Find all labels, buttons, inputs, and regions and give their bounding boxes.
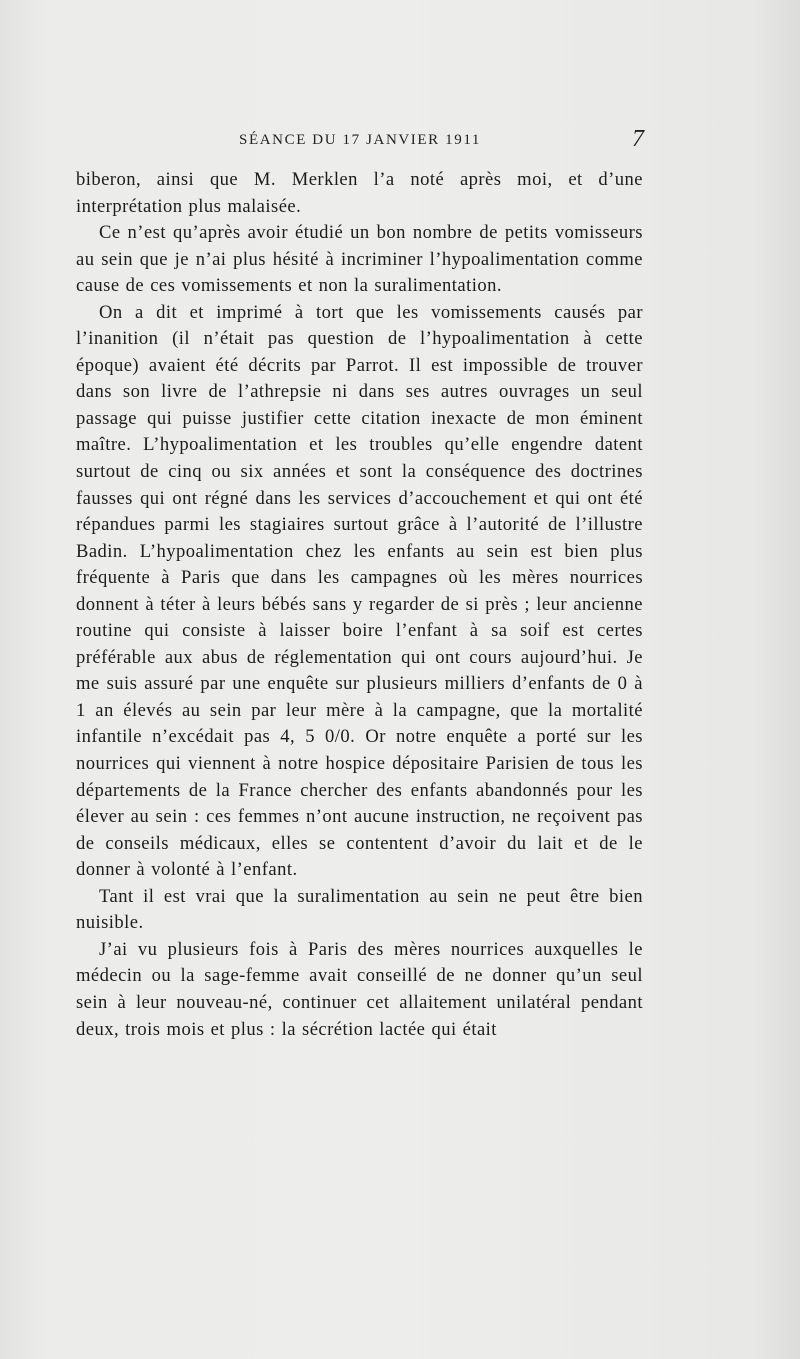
paragraph-petits-vomisseurs: Ce n’est qu’après avoir étudié un bon nombre de petits vomisseurs au sein que je n’ai plus hésité à incriminer l’hypoalimentation comme cause de ces vomissements et non la suralimentation.	[76, 222, 643, 297]
paragraph-continuation: biberon, ainsi que M. Merklen l’a noté après moi, et d’une interprétation plus malaisée.	[76, 169, 643, 217]
paragraph-meres-nourrices: J’ai vu plusieurs fois à Paris des mères nourrices auxquelles le médecin ou la sage-femme avait conseillé de ne donner qu’un seul sein à leur nouveau-né, continuer cet allaitement unilatéral pendant deux, trois mois et plus : la sécrétion lactée qui était	[76, 938, 643, 1040]
page-header	[76, 126, 644, 156]
running-title: SÉANCE DU 17 JANVIER 1911	[239, 132, 481, 148]
paragraph-suralimentation: Tant il est vrai que la suralimentation au sein ne peut être bien nuisible.	[76, 885, 643, 934]
body-text	[76, 167, 643, 1043]
paragraph-parrot-inanition: On a dit et imprimé à tort que les vomissements causés par l’inanition (il n’était pas question de l’hypoalimentation à cette époque) avaient été décrits par Parrot. Il est impossible de trouver dans son livre de l’athrepsie ni dans ses autres ouvrages un seul passage qui puisse justifier cette citation inexacte de mon éminent maître. L’hypoalimentation et les troubles qu’elle engendre datent surtout de cinq ou six années et sont la conséquence des doctrines fausses qui ont régné dans les services d’accouchement et qui ont été répandues parmi les stagiaires surtout grâce à l’autorité de l’illustre Badin. L’hypoalimentation chez les enfants au sein est bien plus fréquente à Paris que dans les campagnes où les mères nourrices donnent à téter à leurs bébés sans y regarder de si près ; leur ancienne routine qui consiste à laisser boire l’enfant à sa soif est certes préférable aux abus de réglementation qui ont cours aujourd’hui. Je me suis assuré par une enquête sur plusieurs milliers d’enfants de 0 à 1 an élevés au sein par leur mère à la campagne, que la mortalité infantile n’excédait pas 4, 5 0/0. Or notre enquête a porté sur les nourrices qui viennent à notre hospice dépositaire Parisien de tous les départements de la France chercher des enfants abandonnés pour les élever au sein : ces femmes n’ont aucune instruction, ne reçoivent pas de conseils médicaux, elles se contentent d’avoir du lait et de le donner à volonté à l’enfant.	[76, 301, 643, 881]
page-number: 7	[632, 126, 644, 152]
